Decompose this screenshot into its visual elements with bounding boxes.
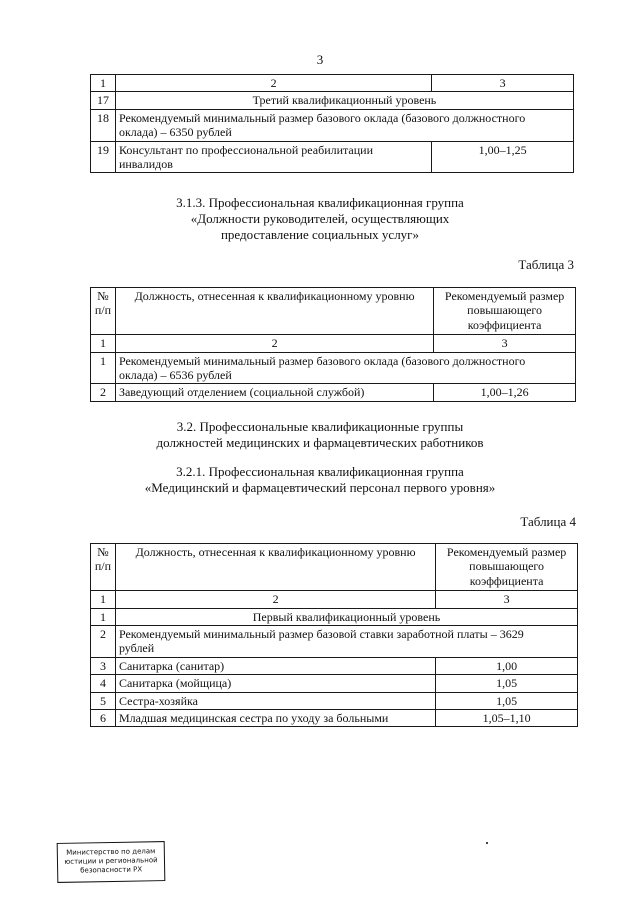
cell-base-salary bbox=[115, 352, 575, 384]
text-line: Рекомендуемый минимальный размер базового оклада (базового должностного bbox=[118, 110, 526, 125]
heading-line: «Медицинский и фармацевтический персонал первого уровня» bbox=[144, 480, 496, 495]
heading-line: 3.2. Профессиональные квалификационные группы bbox=[176, 419, 464, 434]
page-number: 3 bbox=[316, 52, 324, 67]
cell-base-salary bbox=[115, 625, 577, 657]
table-row-section bbox=[91, 608, 578, 625]
header-line: Рекомендуемый размер bbox=[444, 289, 565, 303]
cell-num: 2 bbox=[91, 625, 116, 657]
heading-line: «Должности руководителей, осуществляющих bbox=[190, 211, 450, 226]
stamp-line: безопасности РХ bbox=[80, 865, 143, 875]
text-line: рублей bbox=[118, 641, 155, 656]
section-heading-3-2 bbox=[0, 419, 640, 451]
table-3 bbox=[90, 287, 576, 402]
cell-base-salary bbox=[115, 109, 573, 141]
table-row-base-salary bbox=[91, 352, 576, 384]
cell-coef: 1,05–1,10 bbox=[436, 709, 578, 726]
header-line: коэффициента bbox=[469, 573, 544, 588]
header-line: повышающего bbox=[467, 303, 543, 318]
header-line: № bbox=[97, 545, 109, 559]
cell-num: 6 bbox=[91, 709, 116, 726]
cell-title: Заведующий отделением (социальной службой) bbox=[115, 384, 433, 401]
table-row bbox=[91, 692, 578, 709]
heading-line: 3.1.3. Профессиональная квалификационная группа bbox=[176, 195, 464, 210]
cell-section-title: Первый квалификационный уровень bbox=[115, 608, 577, 625]
cell-num: 1 bbox=[91, 335, 116, 352]
cell-num: 1 bbox=[91, 75, 116, 92]
table-row-section bbox=[91, 92, 574, 109]
table-continuation bbox=[90, 74, 574, 173]
cell-num: 5 bbox=[91, 692, 116, 709]
cell-coef: 3 bbox=[432, 75, 574, 92]
header-coef bbox=[434, 288, 576, 335]
stamp-line: юстиции и региональной bbox=[64, 856, 158, 866]
cell-section-title: Третий квалификационный уровень bbox=[115, 92, 573, 109]
header-line: п/п bbox=[94, 559, 112, 574]
table-row bbox=[91, 709, 578, 726]
cell-coef: 3 bbox=[436, 591, 578, 608]
cell-num: 2 bbox=[91, 384, 116, 401]
table-row-base-salary bbox=[91, 625, 578, 657]
table-row-numbering bbox=[91, 75, 574, 92]
text-line: оклада) – 6536 рублей bbox=[118, 367, 232, 382]
header-title: Должность, отнесенная к квалификационному уровню bbox=[115, 544, 435, 591]
header-num bbox=[91, 544, 116, 591]
table-row-numbering bbox=[91, 591, 578, 608]
header-line: повышающего bbox=[469, 559, 545, 574]
text-line: инвалидов bbox=[118, 156, 173, 171]
section-heading-3-1-3 bbox=[0, 195, 640, 243]
cell-num: 1 bbox=[91, 352, 116, 384]
cell-num: 18 bbox=[91, 109, 116, 141]
header-line: № bbox=[97, 289, 109, 303]
table-header-row bbox=[91, 288, 576, 335]
cell-title: 2 bbox=[115, 75, 431, 92]
cell-title: Сестра-хозяйка bbox=[115, 692, 435, 709]
cell-num: 3 bbox=[91, 657, 116, 674]
text-line: Рекомендуемый минимальный размер базовой ставки заработной платы – 3629 bbox=[118, 626, 524, 641]
header-line: Рекомендуемый размер bbox=[446, 545, 567, 559]
section-heading-3-2-1 bbox=[0, 464, 640, 496]
cell-num: 1 bbox=[91, 608, 116, 625]
header-coef bbox=[436, 544, 578, 591]
table-row-numbering bbox=[91, 335, 576, 352]
text-line: Консультант по профессиональной реабилитации bbox=[118, 142, 374, 157]
cell-title: 2 bbox=[115, 591, 435, 608]
cell-num: 19 bbox=[91, 141, 116, 173]
cell-num: 1 bbox=[91, 591, 116, 608]
table-row bbox=[91, 384, 576, 401]
stamp-line: Министерство по делам bbox=[66, 847, 156, 857]
text-line: оклада) – 6350 рублей bbox=[118, 125, 232, 140]
ministry-stamp bbox=[57, 841, 166, 883]
scan-speck bbox=[486, 842, 488, 844]
heading-line: 3.2.1. Профессиональная квалификационная группа bbox=[176, 464, 464, 479]
table-label: Таблица 4 bbox=[520, 514, 576, 529]
cell-title: 2 bbox=[115, 335, 433, 352]
header-num bbox=[91, 288, 116, 335]
cell-num: 17 bbox=[91, 92, 116, 109]
cell-title: Санитарка (санитар) bbox=[115, 657, 435, 674]
table-row bbox=[91, 675, 578, 692]
heading-line: должностей медицинских и фармацевтических работников bbox=[156, 435, 484, 450]
cell-title bbox=[115, 141, 431, 173]
table-4 bbox=[90, 543, 578, 727]
header-title: Должность, отнесенная к квалификационному уровню bbox=[115, 288, 433, 335]
table-label: Таблица 3 bbox=[518, 257, 574, 272]
header-line: коэффициента bbox=[467, 317, 542, 332]
cell-coef: 1,05 bbox=[436, 692, 578, 709]
table-row-base-salary bbox=[91, 109, 574, 141]
cell-coef: 1,00 bbox=[436, 657, 578, 674]
heading-line: предоставление социальных услуг» bbox=[220, 227, 420, 242]
header-line: п/п bbox=[94, 303, 112, 318]
cell-num: 4 bbox=[91, 675, 116, 692]
text-line: Рекомендуемый минимальный размер базового оклада (базового должностного bbox=[118, 353, 526, 368]
cell-coef: 1,00–1,26 bbox=[434, 384, 576, 401]
table-header-row bbox=[91, 544, 578, 591]
cell-title: Санитарка (мойщица) bbox=[115, 675, 435, 692]
cell-coef: 1,00–1,25 bbox=[432, 141, 574, 173]
cell-title: Младшая медицинская сестра по уходу за больными bbox=[115, 709, 435, 726]
cell-coef: 1,05 bbox=[436, 675, 578, 692]
table-row bbox=[91, 657, 578, 674]
cell-coef: 3 bbox=[434, 335, 576, 352]
table-row bbox=[91, 141, 574, 173]
